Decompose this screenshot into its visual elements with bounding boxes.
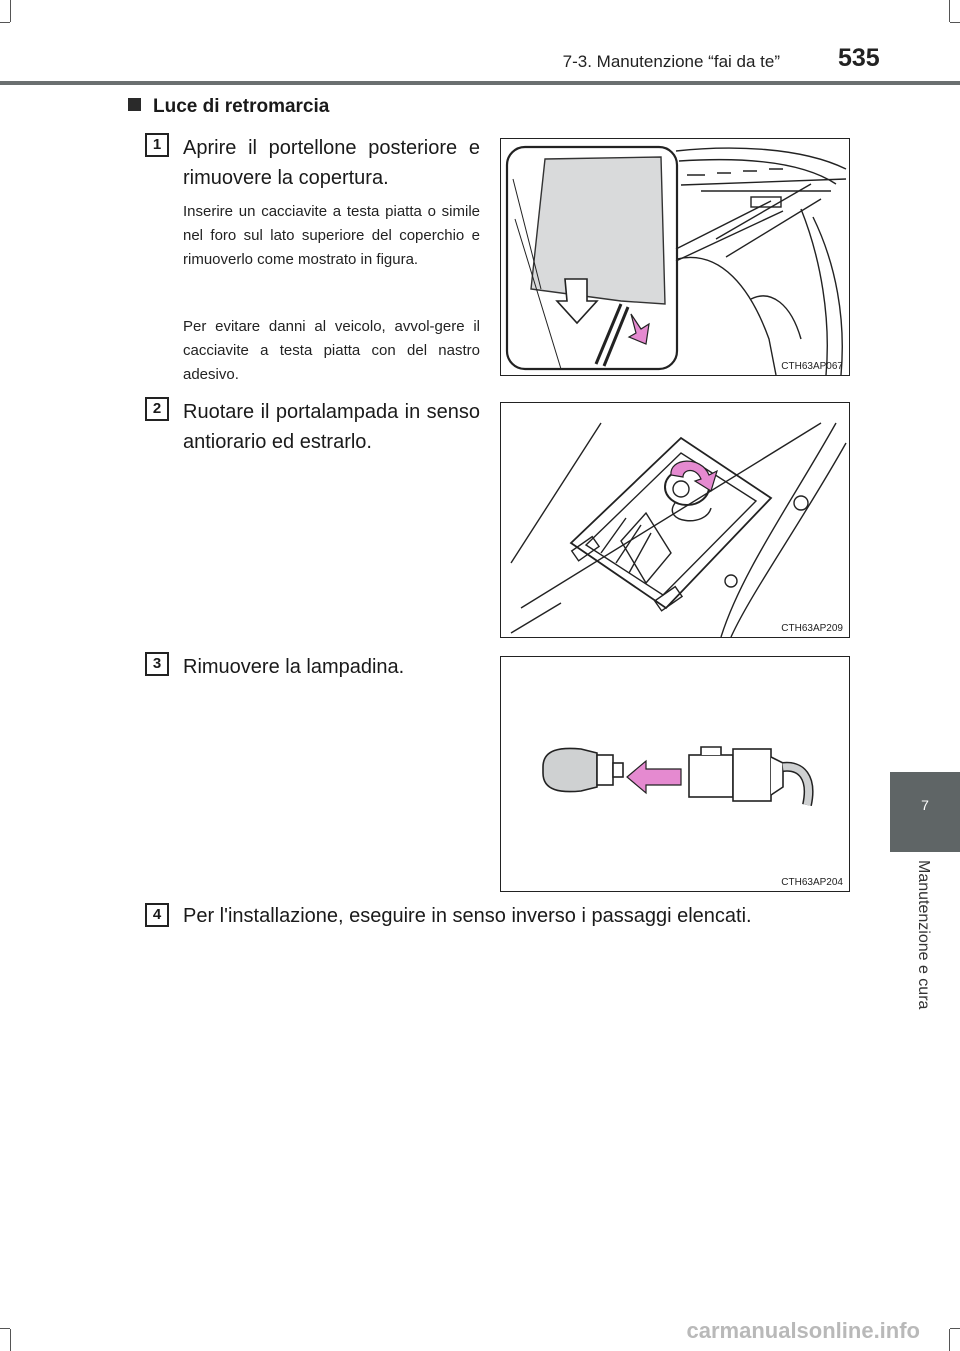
chapter-section-label-text: Manutenzione e cura xyxy=(915,860,932,1010)
section-heading-text: Luce di retromarcia xyxy=(153,96,330,117)
left-arrow-icon xyxy=(627,761,681,793)
chapter-tab-number: 7 xyxy=(921,797,929,813)
step-1-note-1: Inserire un cacciavite a testa piatta o simile nel foro sul lato superiore del coperchio e rimuoverlo come mostrato in figura. xyxy=(183,203,480,268)
crop-mark xyxy=(10,0,11,22)
figure-code: CTH63AP209 xyxy=(781,623,843,634)
step-badge-1: 1 xyxy=(145,133,169,157)
step-2-text: Ruotare il portalampada in senso antiorario ed estrarlo. xyxy=(183,401,480,453)
chapter-section-label xyxy=(890,860,960,1040)
figure-remove-cover-drawing xyxy=(501,139,849,375)
bulb-glass xyxy=(543,748,597,791)
step-1-text: Aprire il portellone posteriore e rimuovere la copertura. xyxy=(183,137,480,189)
figure-code: CTH63AP067 xyxy=(781,361,843,372)
chapter-title: 7-3. Manutenzione “fai da te” xyxy=(562,52,780,71)
crop-mark xyxy=(10,1329,11,1351)
step-4-text: Per l'installazione, eseguire in senso inverso i passaggi elencati. xyxy=(183,905,752,927)
crop-mark xyxy=(949,0,950,22)
pink-arrow-icon xyxy=(629,314,649,344)
header-rule xyxy=(0,81,960,85)
figure-remove-cover xyxy=(500,138,850,376)
crop-mark xyxy=(0,1328,10,1329)
rotate-counterclockwise-icon xyxy=(671,461,717,491)
figure-rotate-socket xyxy=(500,402,850,638)
crop-mark xyxy=(0,22,10,23)
crop-mark xyxy=(949,1329,950,1351)
bullet-square-icon xyxy=(128,98,141,111)
step-badge-3: 3 xyxy=(145,652,169,676)
crop-mark xyxy=(950,1328,960,1329)
step-badge-4: 4 xyxy=(145,903,169,927)
section-heading xyxy=(128,96,329,118)
page-number: 535 xyxy=(838,44,880,72)
step-badge-2: 2 xyxy=(145,397,169,421)
figure-code: CTH63AP204 xyxy=(781,877,843,888)
step-3-text: Rimuovere la lampadina. xyxy=(183,656,405,678)
footer-watermark: carmanualsonline.info xyxy=(686,1318,920,1343)
figure-rotate-socket-drawing xyxy=(501,403,849,637)
figure-remove-bulb xyxy=(500,656,850,892)
crop-mark xyxy=(950,22,960,23)
step-1-note-2: Per evitare danni al veicolo, avvol-gere il cacciavite a testa piatta con del nastro adesivo. xyxy=(183,318,480,383)
figure-remove-bulb-drawing xyxy=(501,657,849,891)
